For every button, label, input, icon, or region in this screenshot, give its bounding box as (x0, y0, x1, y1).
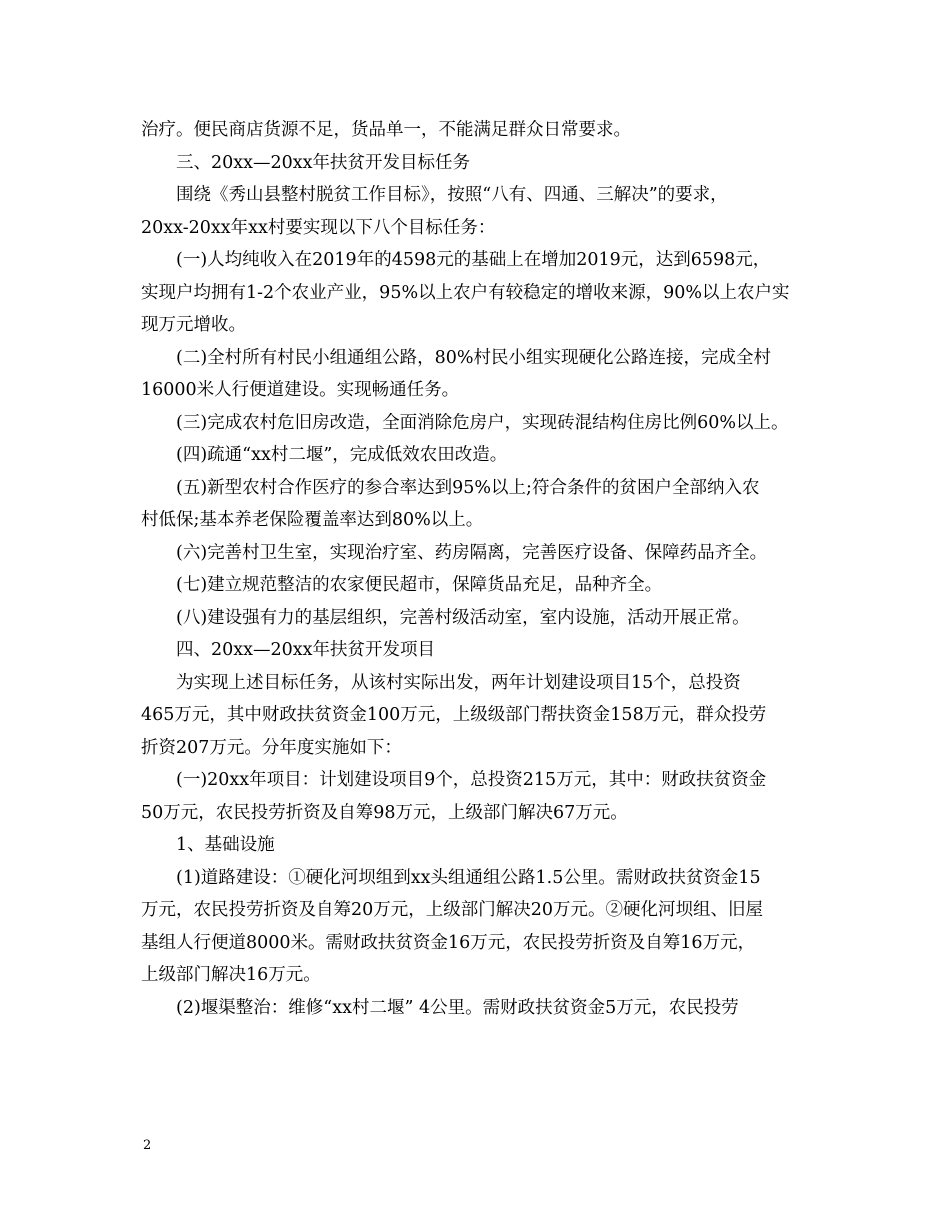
text-line: 围绕《秀山县整村脱贫工作目标》，按照“八有、四通、三解决”的要求， (141, 185, 728, 205)
text-line: 治疗。便民商店货源不足，货品单一，不能满足群众日常要求。 (141, 120, 631, 140)
section-heading: 四、20xx—20xx年扶贫开发项目 (141, 640, 436, 660)
text-line: (1)道路建设：①硬化河坝组到xx头组通组公路1.5公里。需财政扶贫资金15 (141, 867, 761, 888)
document-body (141, 114, 824, 1024)
page-number: 2 (143, 1138, 152, 1153)
text-line: 村低保;基本养老保险覆盖率达到80%以上。 (141, 510, 484, 530)
text-line: (二)全村所有村民小组通组公路，80%村民小组实现硬化公路连接，完成全村 (141, 347, 772, 368)
text-line: 上级部门解决16万元。 (141, 965, 321, 985)
text-line: (2)堰渠整治：维修“xx村二堰” 4公里。需财政扶贫资金5万元，农民投劳 (141, 997, 739, 1018)
text-line: (五)新型农村合作医疗的参合率达到95%以上;符合条件的贫困户全部纳入农 (141, 477, 760, 498)
text-line: 基组人行便道8000米。需财政扶贫资金16万元，农民投劳折资及自筹16万元， (141, 932, 756, 953)
subsection-heading: 1、基础设施 (141, 835, 275, 855)
text-line: 50万元，农民投劳折资及自筹98万元，上级部门解决67万元。 (141, 802, 628, 823)
text-line: 折资207万元。分年度实施如下： (141, 737, 402, 758)
text-line: (一)20xx年项目：计划建设项目9个，总投资215万元，其中：财政扶贫资金 (141, 770, 767, 790)
section-heading: 三、20xx—20xx年扶贫开发目标任务 (141, 152, 471, 173)
text-line: (三)完成农村危旧房改造，全面消除危房户，实现砖混结构住房比例60%以上。 (141, 412, 789, 433)
text-line: 为实现上述目标任务，从该村实际出发，两年计划建设项目15个，总投资 (141, 672, 741, 693)
text-line: (七)建立规范整洁的农家便民超市，保障货品充足，品种齐全。 (141, 575, 663, 595)
text-line: (六)完善村卫生室，实现治疗室、药房隔离，完善医疗设备、保障药品齐全。 (141, 542, 768, 563)
text-line: 16000米人行便道建设。实现畅通任务。 (141, 380, 460, 400)
text-line: (一)人均纯收入在2019年的4598元的基础上在增加2019元，达到6598元， (141, 250, 771, 270)
text-line: 实现户均拥有1-2个农业产业，95%以上农户有较稳定的增收来源，90%以上农户实 (141, 282, 790, 303)
text-line: 万元，农民投劳折资及自筹20万元，上级部门解决20万元。②硬化河坝组、旧屋 (141, 900, 764, 920)
text-line: (八)建设强有力的基层组织，完善村级活动室，室内设施，活动开展正常。 (141, 607, 750, 628)
text-line: 现万元增收。 (141, 315, 246, 335)
text-line: 465万元，其中财政扶贫资金100万元，上级级部门帮扶资金158万元，群众投劳 (141, 705, 767, 725)
text-line: 20xx-20xx年xx村要实现以下八个目标任务： (141, 217, 496, 238)
text-line: (四)疏通“xx村二堰”，完成低效农田改造。 (141, 445, 508, 465)
